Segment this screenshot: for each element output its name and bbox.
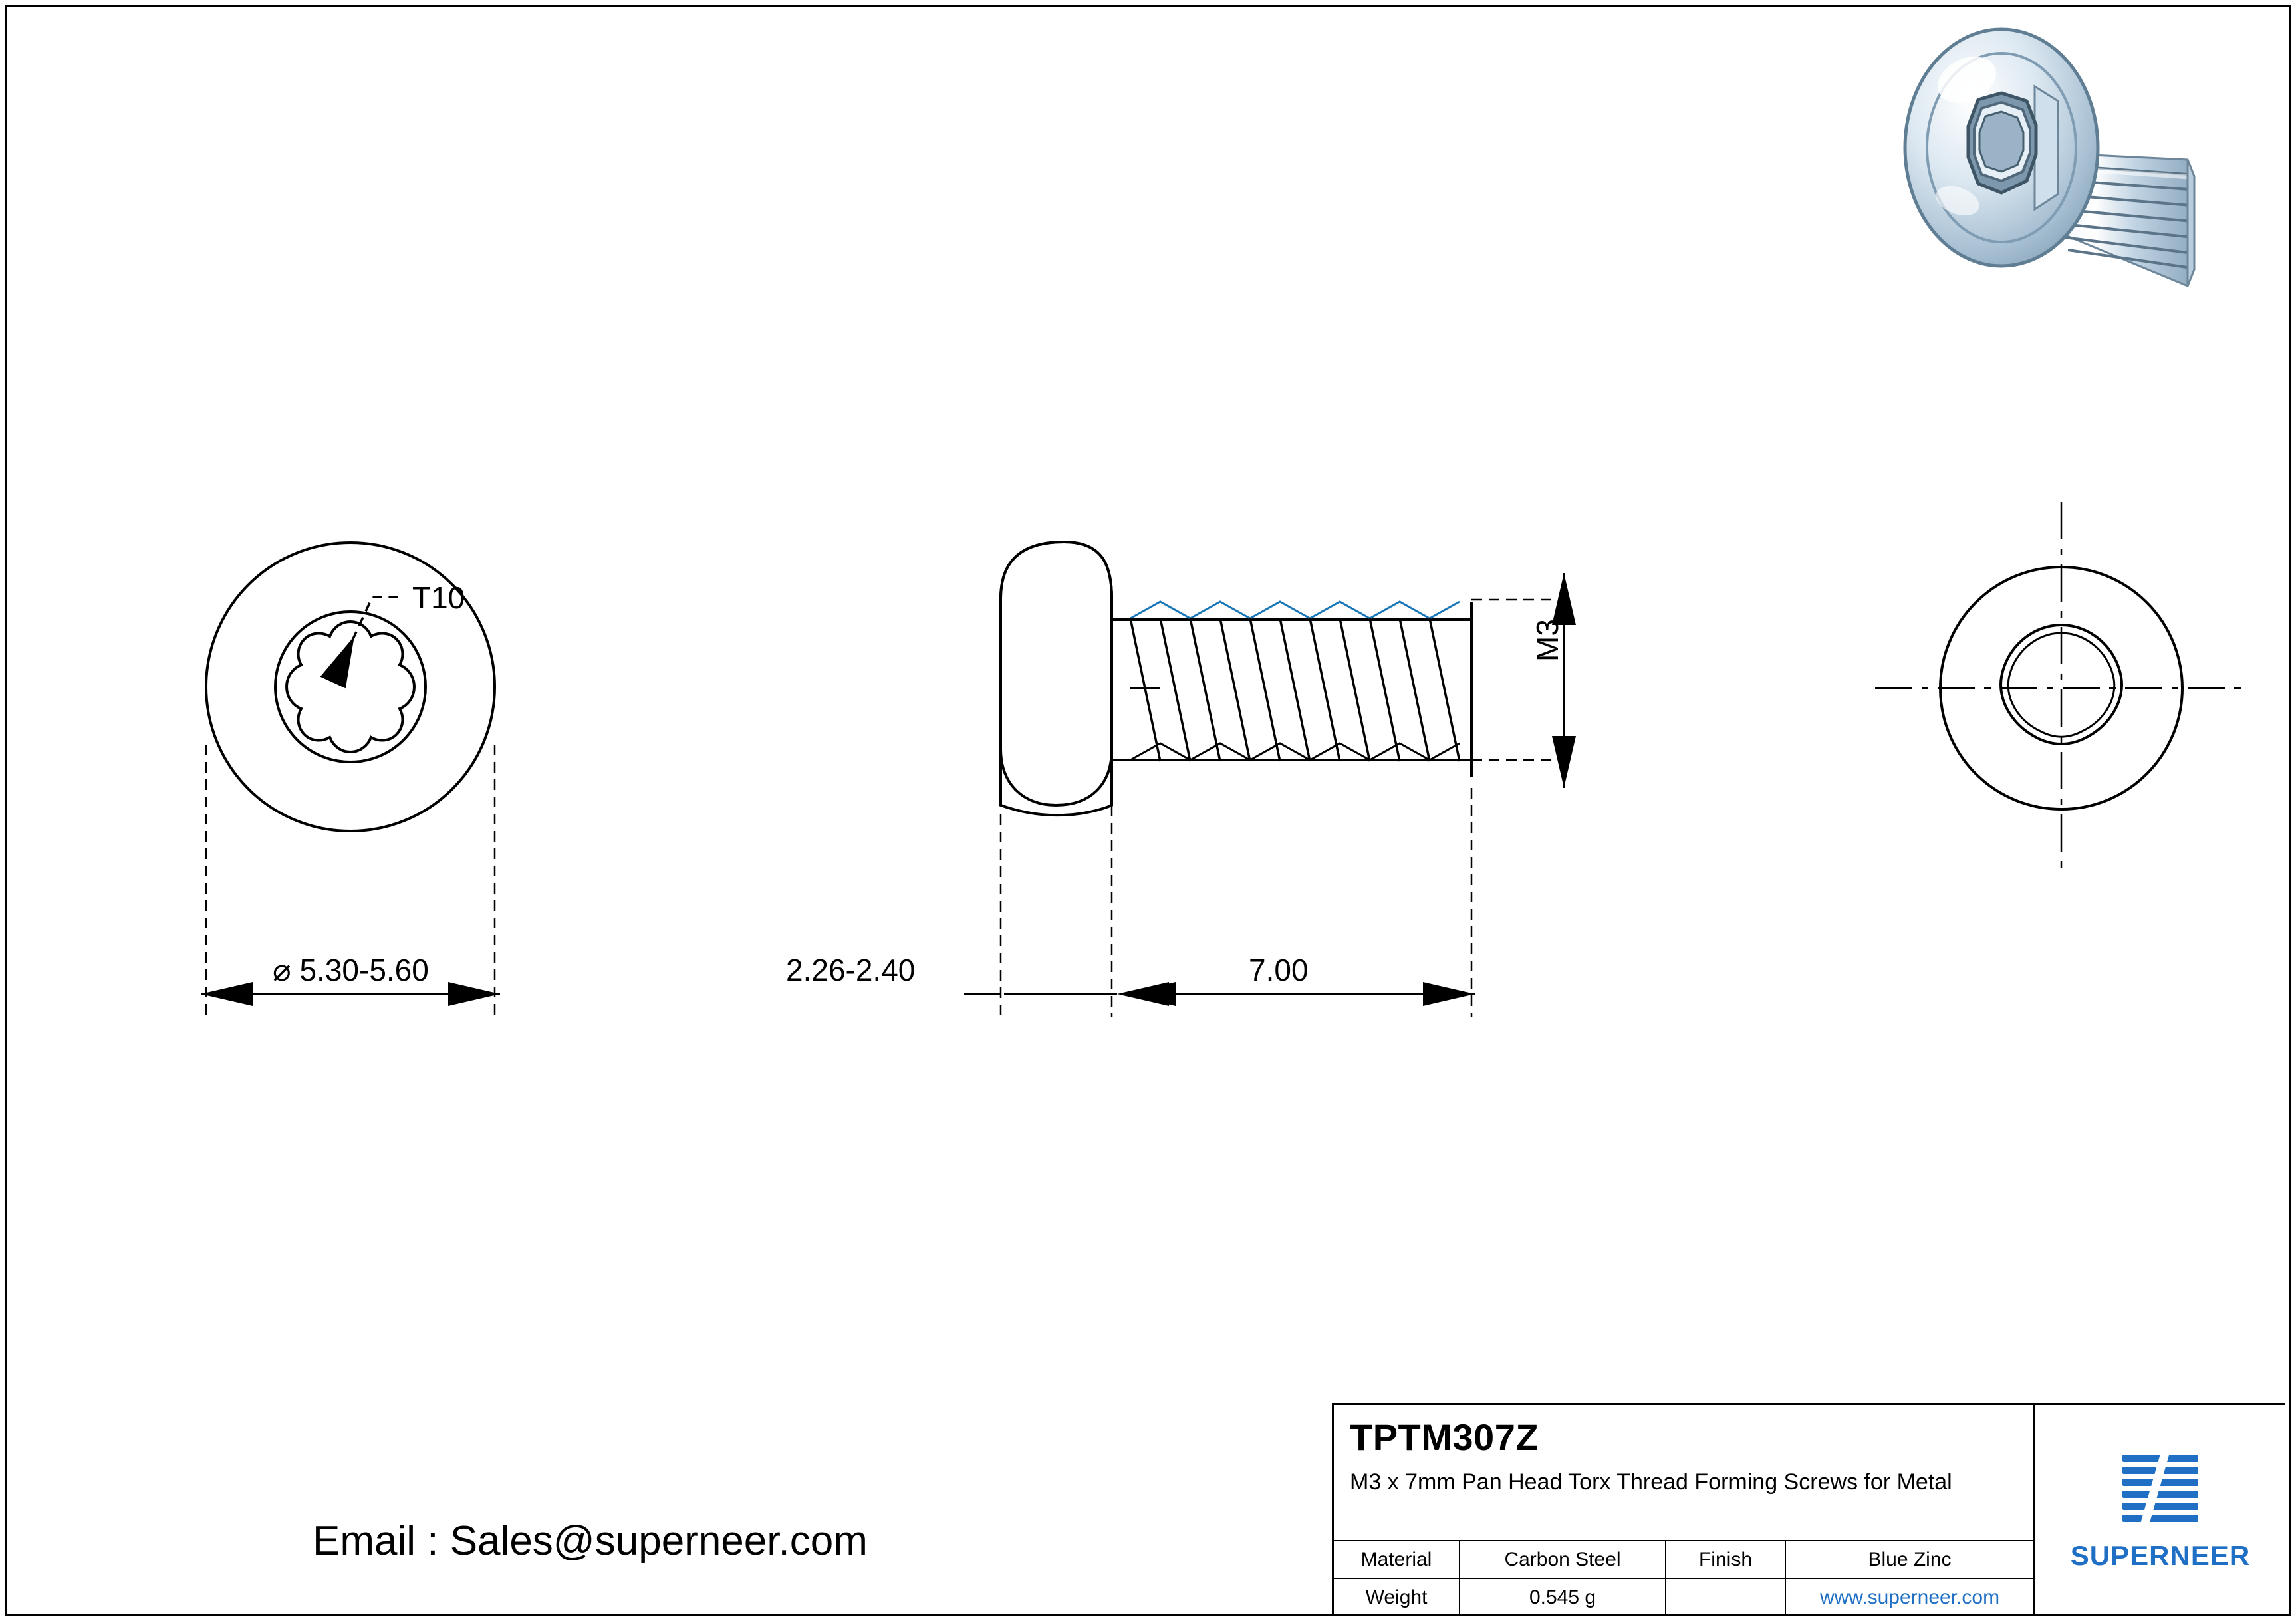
callout-driver-size: T10 — [412, 580, 465, 615]
finish-value: Blue Zinc — [1868, 1548, 1952, 1570]
empty-cell — [1666, 1579, 1786, 1616]
weight-value: 0.545 g — [1460, 1579, 1666, 1616]
callout-thread-spec: M3 — [1530, 619, 1565, 662]
dim-head-diameter: ⌀ 5.30-5.60 — [273, 953, 429, 987]
part-description: M3 x 7mm Pan Head Torx Thread Forming Screws for Metal — [1350, 1469, 1952, 1495]
sheet-border — [5, 5, 2291, 1616]
finish-label: Finish — [1666, 1541, 1786, 1578]
title-block — [1332, 1403, 2285, 1616]
material-label: Material — [1334, 1541, 1460, 1578]
dim-head-height: 2.26-2.40 — [786, 953, 916, 987]
website-link[interactable]: www.superneer.com — [1819, 1586, 2000, 1608]
brand-logo-area — [2035, 1405, 2285, 1616]
material-value: Carbon Steel — [1460, 1541, 1666, 1578]
weight-label: Weight — [1334, 1579, 1460, 1616]
title-block-main — [1334, 1405, 2033, 1540]
dim-thread-length: 7.00 — [1249, 953, 1309, 987]
contact-email: Email : Sales@superneer.com — [313, 1518, 868, 1564]
title-block-left — [1334, 1405, 2035, 1616]
superneer-logo-icon — [2110, 1449, 2210, 1528]
weight-row — [1334, 1578, 2033, 1616]
material-row — [1334, 1540, 2033, 1578]
part-code: TPTM307Z — [1350, 1416, 1539, 1458]
brand-name: SUPERNEER — [2070, 1539, 2251, 1571]
